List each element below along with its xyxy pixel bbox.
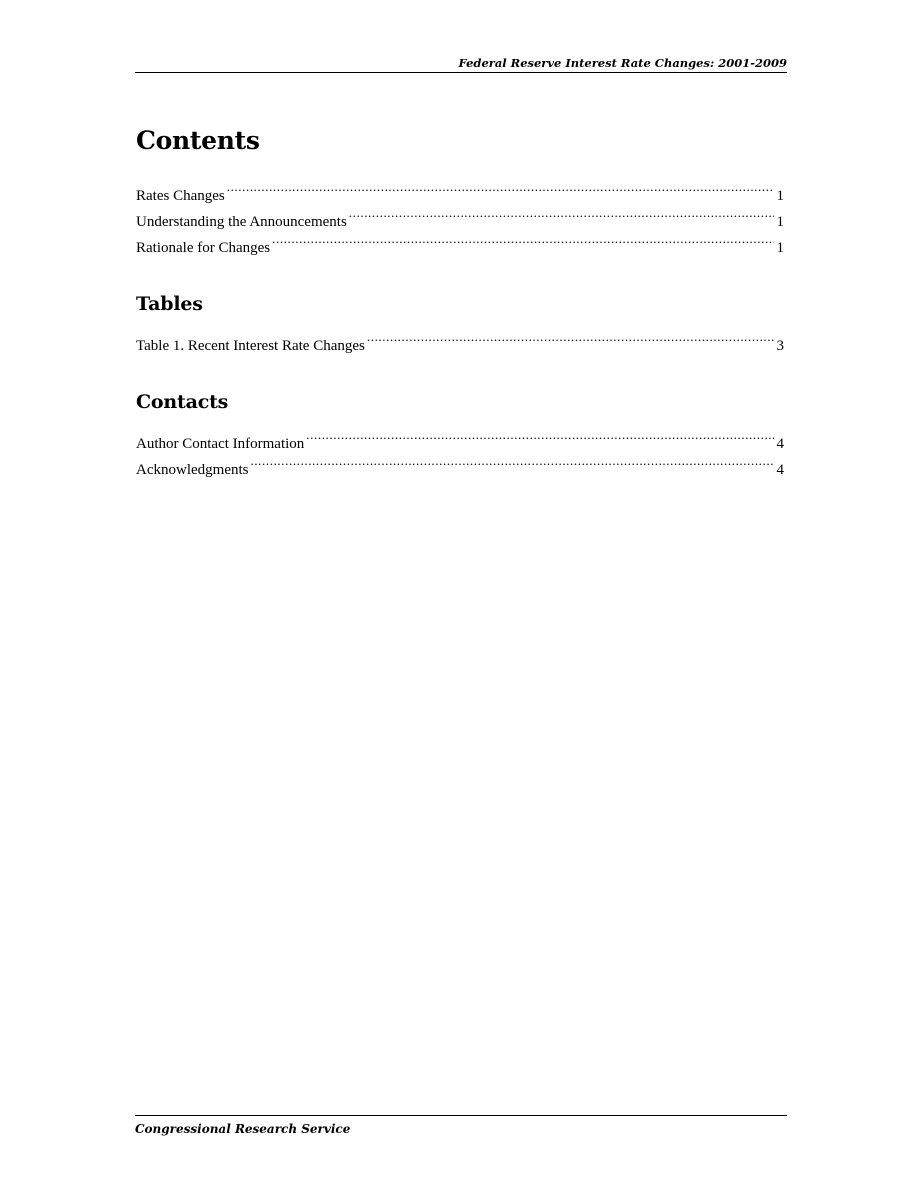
toc-entry-label: Author Contact Information <box>136 436 305 452</box>
toc-entry-label: Understanding the Announcements <box>136 214 347 230</box>
toc-entry-label: Acknowledgments <box>136 462 249 478</box>
running-footer-text: Congressional Research Service <box>135 1122 351 1136</box>
toc-leader-dots <box>272 226 774 252</box>
toc-entry-label: Table 1. Recent Interest Rate Changes <box>136 338 365 354</box>
toc-entry-understanding-announcements[interactable] <box>136 200 784 230</box>
tables-heading: Tables <box>136 293 203 315</box>
contents-list <box>136 174 784 256</box>
toc-entry-page: 1 <box>776 188 784 204</box>
running-header-title: Federal Reserve Interest Rate Changes: 2001-2009 <box>458 56 787 70</box>
toc-leader-dots <box>250 448 774 474</box>
toc-entry-rates-changes[interactable] <box>136 174 784 204</box>
running-header <box>135 56 787 73</box>
toc-leader-dots <box>227 174 774 200</box>
toc-leader-dots <box>349 200 774 226</box>
toc-entry-author-contact[interactable] <box>136 422 784 452</box>
tables-section <box>136 290 784 354</box>
running-footer <box>135 1115 787 1137</box>
toc-entry-table-1[interactable] <box>136 324 784 354</box>
contacts-section <box>136 388 784 478</box>
toc-leader-dots <box>367 324 774 350</box>
contents-heading: Contents <box>136 126 260 155</box>
toc-entry-label: Rates Changes <box>136 188 225 204</box>
contacts-list <box>136 422 784 478</box>
toc-entry-page: 4 <box>776 436 784 452</box>
toc-entry-page: 1 <box>776 240 784 256</box>
tables-list <box>136 324 784 354</box>
toc-entry-label: Rationale for Changes <box>136 240 271 256</box>
toc-entry-page: 3 <box>776 338 784 354</box>
toc-entry-page: 1 <box>776 214 784 230</box>
contacts-heading: Contacts <box>136 391 229 413</box>
toc-entry-page: 4 <box>776 462 784 478</box>
contents-section <box>136 122 784 256</box>
table-of-contents <box>136 122 784 478</box>
toc-leader-dots <box>306 422 774 448</box>
